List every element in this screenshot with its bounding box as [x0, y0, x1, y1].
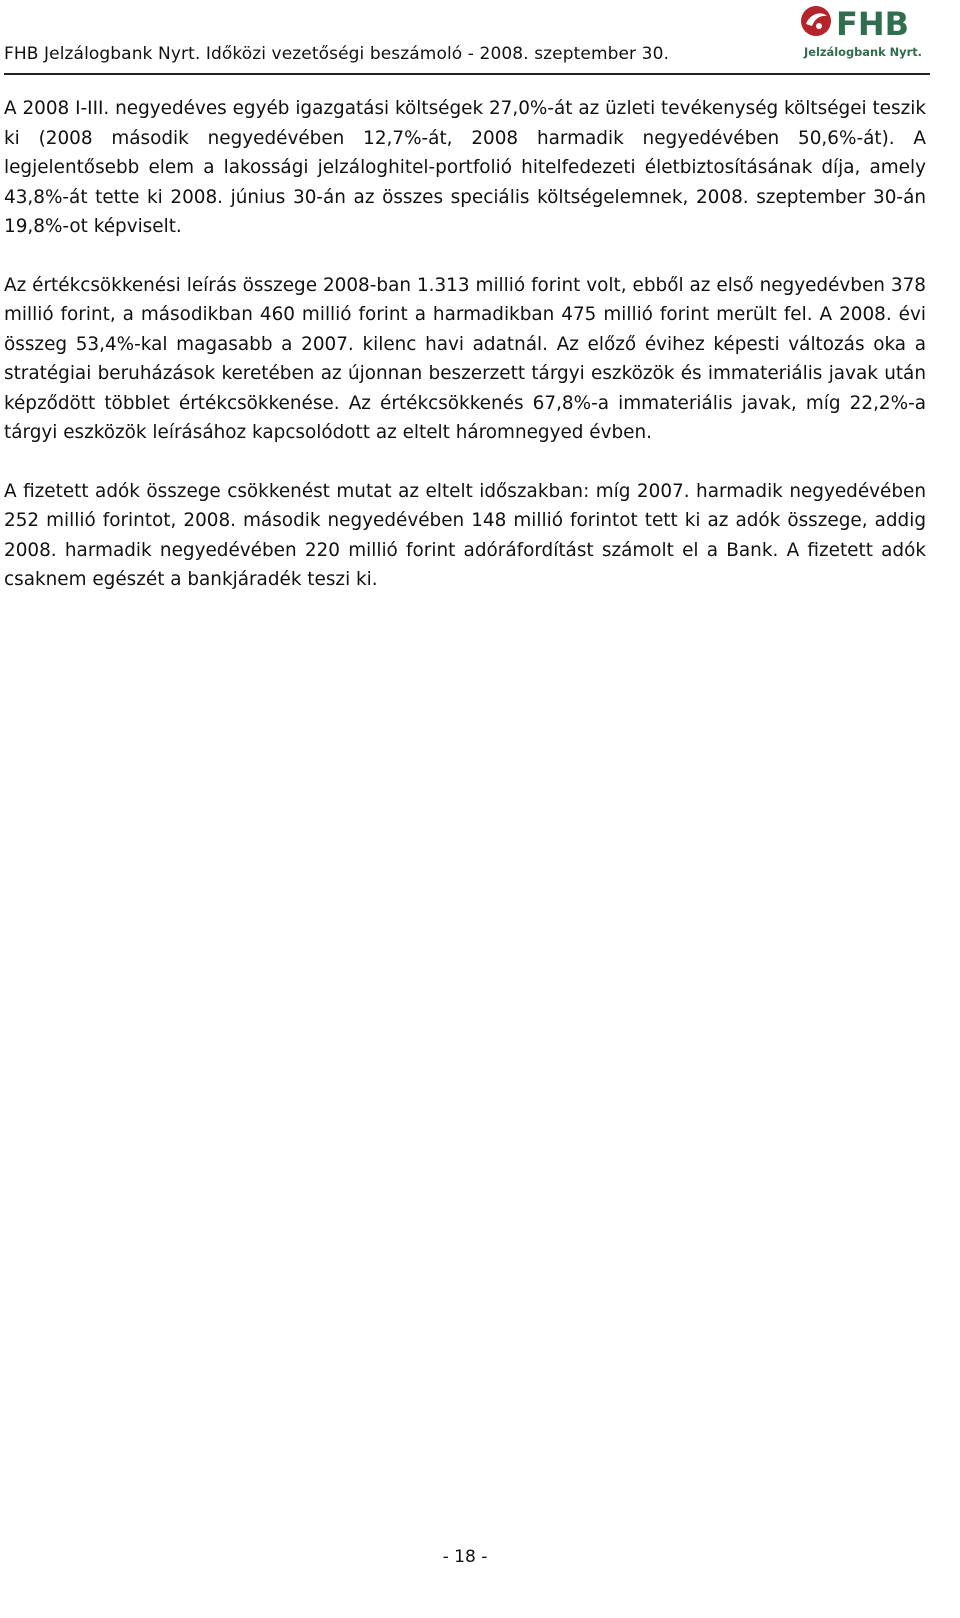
logo-subtitle: Jelzálogbank Nyrt.	[802, 46, 922, 59]
header-divider	[4, 73, 930, 75]
document-body	[4, 94, 926, 595]
page-number: - 18 -	[442, 1547, 488, 1567]
header-title: FHB Jelzálogbank Nyrt. Időközi vezetőségi beszámoló - 2008. szeptember 30.	[4, 44, 669, 64]
paragraph-taxes: A fizetett adók összege csökkenést mutat az eltelt időszakban: míg 2007. harmadik negyedévében 252 millió forintot, 2008. második negyedévében 148 millió forintot tett ki az adók összege, addig 2008. harmadik negyedévében 220 millió forint adóráfordítást számolt el a Bank. A fizetett adók csaknem egészét a bankjáradék teszi ki.	[4, 480, 926, 590]
paragraph-depreciation: Az értékcsökkenési leírás összege 2008-ban 1.313 millió forint volt, ebből az első negyedévben 378 millió forint, a másodikban 460 millió forint a harmadikban 475 millió forint merült fel. A 2008. évi összeg 53,4%-kal magasabb a 2007. kilenc havi adatnál. Az előző évihez képesti változás oka a stratégiai beruházások keretében az újonnan beszerzett tárgyi eszközök és immateriális javak után képződött többlet értékcsökkenése. Az értékcsökkenés 67,8%-a immateriális javak, míg 22,2%-a tárgyi eszközök leírásához kapcsolódott az eltelt háromnegyed évben.	[4, 274, 926, 443]
logo-emblem-icon	[801, 6, 831, 36]
fhb-logo	[800, 4, 926, 62]
page-header	[4, 0, 930, 76]
logo-brand: FHB	[836, 5, 910, 43]
paragraph-admin-costs: A 2008 I-III. negyedéves egyéb igazgatási költségek 27,0%-át az üzleti tevékenység költségei teszik ki (2008 második negyedévében 12,7%-át, 2008 harmadik negyedévében 50,6%-át). A legjelentősebb elem a lakossági jelzáloghitel-portfolió hitelfedezeti életbiztosításának díja, amely 43,8%-át tette ki 2008. június 30-án az összes speciális költségelemnek, 2008. szeptember 30-án 19,8%-ot képviselt.	[4, 98, 926, 237]
